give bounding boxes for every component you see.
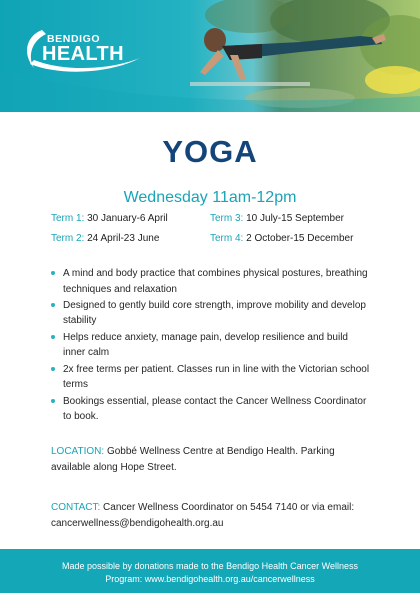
term-label: Term 3: xyxy=(210,213,244,224)
list-item xyxy=(51,298,371,329)
bendigo-health-logo xyxy=(20,24,160,78)
bullet-dot-icon xyxy=(51,335,55,339)
term-1 xyxy=(51,213,168,224)
benefits-list xyxy=(51,266,371,425)
contact-text: Cancer Wellness Coordinator on 5454 7140 or via email: cancerwellness@bendigohealth.org.au xyxy=(51,502,355,529)
list-item xyxy=(51,394,371,425)
location-label: LOCATION: xyxy=(51,446,105,457)
logo-bendigo-text: BENDIGO xyxy=(47,33,101,45)
bullet-dot-icon xyxy=(51,367,55,371)
class-schedule: Wednesday 11am-12pm xyxy=(123,189,297,206)
bullet-dot-icon xyxy=(51,399,55,403)
term-dates: 24 April-23 June xyxy=(87,233,160,244)
term-dates: 30 January-6 April xyxy=(87,213,168,224)
footer-banner xyxy=(0,549,420,593)
term-3 xyxy=(210,213,344,224)
bullet-text: Helps reduce anxiety, manage pain, develop resilience and build inner calm xyxy=(63,331,348,359)
term-4 xyxy=(210,233,353,244)
term-2 xyxy=(51,233,159,244)
bullet-dot-icon xyxy=(51,303,55,307)
logo-health-text: HEALTH xyxy=(42,43,125,65)
list-item xyxy=(51,330,371,361)
list-item xyxy=(51,362,371,393)
location-text: Gobbé Wellness Centre at Bendigo Health. Parking available along Hope Street. xyxy=(51,446,335,473)
page-title: YOGA xyxy=(162,134,258,169)
location-section xyxy=(51,444,371,475)
bullet-text: Designed to gently build core strength, improve mobility and develop stability xyxy=(63,299,366,327)
term-label: Term 1: xyxy=(51,213,85,224)
term-label: Term 2: xyxy=(51,233,85,244)
contact-label: CONTACT: xyxy=(51,502,101,513)
footer-line-2: Program: www.bendigohealth.org.au/cancerwellness xyxy=(105,574,315,584)
bullet-text: A mind and body practice that combines physical postures, breathing techniques and relaxation xyxy=(63,268,368,295)
bullet-text: 2x free terms per patient. Classes run in line with the Victorian school terms xyxy=(63,363,370,391)
term-label: Term 4: xyxy=(210,233,244,244)
list-item xyxy=(51,266,371,297)
term-dates: 10 July-15 September xyxy=(246,213,344,224)
term-dates: 2 October-15 December xyxy=(246,233,354,244)
bullet-dot-icon xyxy=(51,271,55,275)
header-banner xyxy=(0,0,420,112)
contact-section xyxy=(51,500,371,531)
footer-line-1: Made possible by donations made to the Bendigo Health Cancer Wellness xyxy=(61,561,358,571)
bullet-text: Bookings essential, please contact the Cancer Wellness Coordinator to book. xyxy=(63,395,367,423)
